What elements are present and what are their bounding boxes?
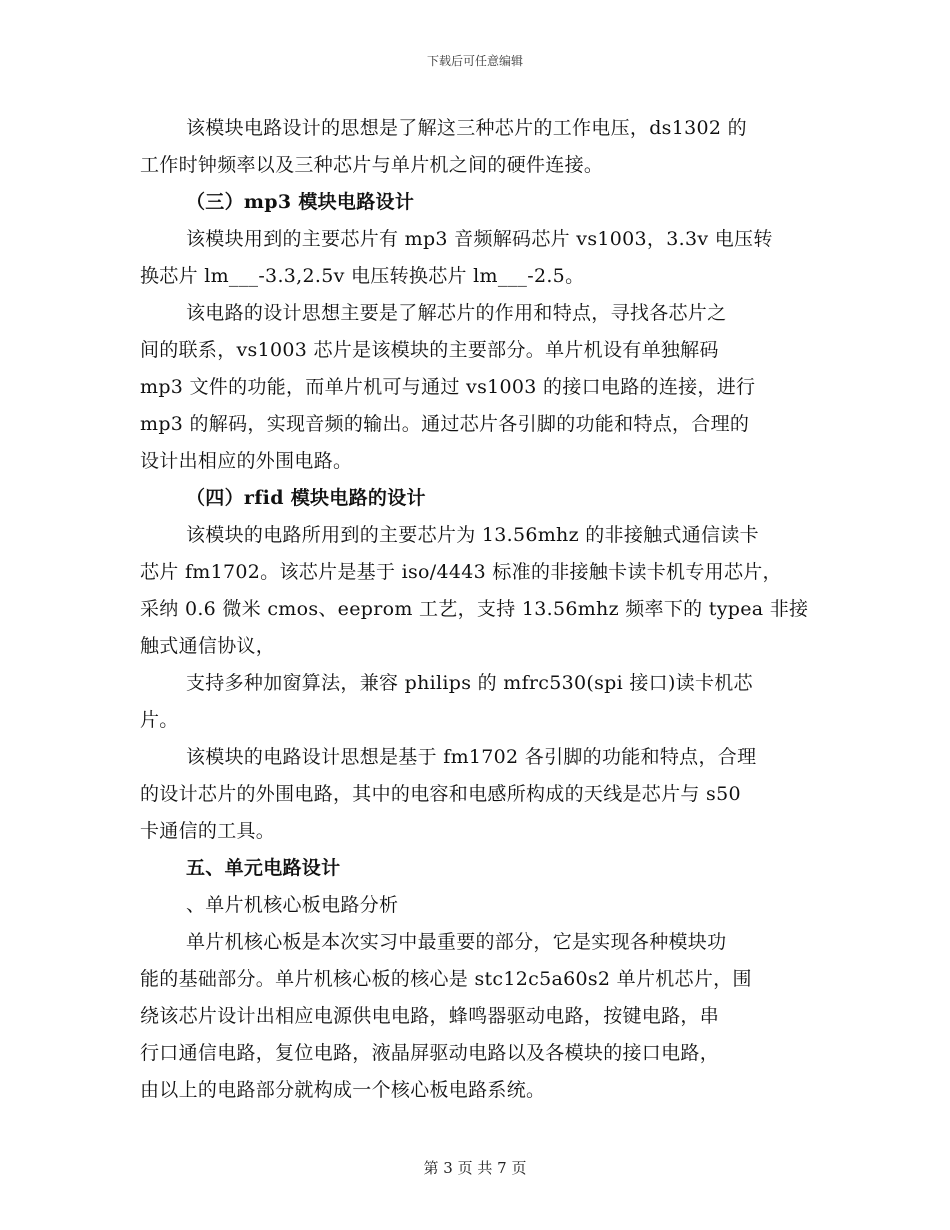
paragraph-line: 绕该芯片设计出相应电源供电电路，蜂鸣器驱动电路，按键电路，串 — [140, 1005, 720, 1027]
paragraph-line: 支持多种加窗算法，兼容 philips 的 mfrc530(spi 接口)读卡机芯 — [186, 672, 753, 694]
paragraph-line: 芯片 fm1702。该芯片是基于 iso/4443 标准的非接触卡读卡机专用芯片， — [140, 561, 782, 583]
paragraph-line: 采纳 0.6 微米 cmos、eeprom 工艺，支持 13.56mhz 频率下的 typea 非接 — [140, 598, 809, 620]
section-heading: （三）mp3 模块电路设计 — [186, 191, 415, 213]
paragraph-line: 该模块电路设计的思想是了解这三种芯片的工作电压，ds1302 的 — [186, 117, 747, 139]
paragraph-line: 能的基础部分。单片机核心板的核心是 stc12c5a60s2 单片机芯片，围 — [140, 968, 752, 990]
paragraph-line: 该模块用到的主要芯片有 mp3 音频解码芯片 vs1003，3.3v 电压转 — [186, 228, 773, 250]
paragraph-line: 设计出相应的外围电路。 — [140, 450, 353, 472]
paragraph-line: 的设计芯片的外围电路，其中的电容和电感所构成的天线是芯片与 s50 — [140, 783, 741, 805]
page-header: 下载后可任意编辑 — [426, 54, 523, 68]
paragraph-line: 卡通信的工具。 — [140, 820, 276, 842]
page-footer: 第 3 页 共 7 页 — [423, 1159, 527, 1177]
paragraph-line: 间的联系，vs1003 芯片是该模块的主要部分。单片机设有单独解码 — [140, 339, 719, 361]
paragraph-line: 行口通信电路，复位电路，液晶屏驱动电路以及各模块的接口电路， — [140, 1042, 720, 1064]
paragraph-line: 由以上的电路部分就构成一个核心板电路系统。 — [140, 1079, 546, 1101]
section-heading: （四）rfid 模块电路的设计 — [186, 487, 426, 509]
paragraph-line: 单片机核心板是本次实习中最重要的部分，它是实现各种模块功 — [186, 931, 727, 953]
paragraph-line: 换芯片 lm___-3.3,2.5v 电压转换芯片 lm___-2.5。 — [140, 265, 585, 287]
section-heading: 五、单元电路设计 — [186, 857, 341, 879]
paragraph-line: mp3 文件的功能，而单片机可与通过 vs1003 的接口电路的连接，进行 — [140, 376, 756, 398]
paragraph-line: 工作时钟频率以及三种芯片与单片机之间的硬件连接。 — [140, 154, 604, 176]
paragraph-line: 片。 — [140, 709, 179, 731]
paragraph-line: 该模块的电路设计思想是基于 fm1702 各引脚的功能和特点，合理 — [186, 746, 757, 768]
paragraph-line: 触式通信协议， — [140, 635, 276, 657]
paragraph-line: mp3 的解码，实现音频的输出。通过芯片各引脚的功能和特点，合理的 — [140, 413, 750, 435]
subsection-heading: 、单片机核心板电路分析 — [186, 894, 399, 916]
paragraph-line: 该模块的电路所用到的主要芯片为 13.56mhz 的非接触式通信读卡 — [186, 524, 759, 546]
paragraph-line: 该电路的设计思想主要是了解芯片的作用和特点，寻找各芯片之 — [186, 302, 727, 324]
